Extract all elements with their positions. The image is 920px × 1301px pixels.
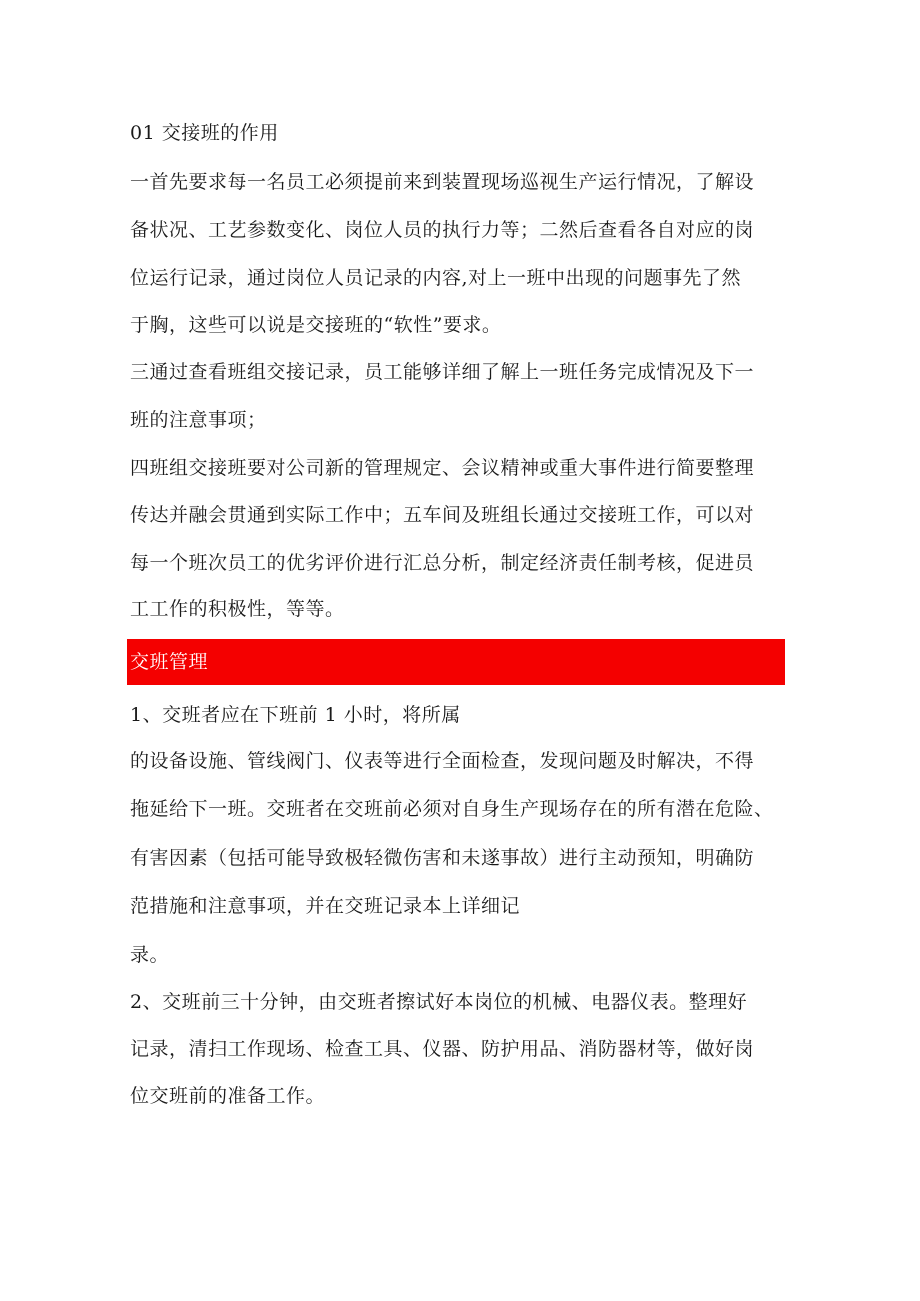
paragraph-line: 位交班前的准备工作。 [130, 1085, 326, 1107]
paragraph-line: 1、交班者应在下班前 1 小时，将所属 [130, 704, 461, 726]
paragraph-line: 拖延给下一班。交班者在交班前必须对自身生产现场存在的所有潜在危险、 [130, 798, 774, 820]
banner-title: 交班管理 [130, 651, 209, 673]
paragraph-line: 于胸，这些可以说是交接班的“软性”要求。 [130, 314, 502, 336]
paragraph-line: 三通过查看班组交接记录，员工能够详细了解上一班任务完成情况及下一 [130, 361, 755, 383]
paragraph-line: 备状况、工艺参数变化、岗位人员的执行力等；二然后查看各自对应的岗 [130, 219, 755, 241]
paragraph-line: 班的注意事项； [130, 409, 267, 431]
paragraph-line: 四班组交接班要对公司新的管理规定、会议精神或重大事件进行简要整理 [130, 457, 755, 479]
paragraph-line: 记录，清扫工作现场、检查工具、仪器、防护用品、消防器材等，做好岗 [130, 1038, 755, 1060]
paragraph-line: 传达并融会贯通到实际工作中；五车间及班组长通过交接班工作，可以对 [130, 504, 755, 526]
paragraph-line: 录。 [130, 944, 170, 966]
paragraph-line: 一首先要求每一名员工必须提前来到装置现场巡视生产运行情况，了解设 [130, 171, 755, 193]
paragraph-line: 工工作的积极性，等等。 [130, 598, 345, 620]
paragraph-line: 的设备设施、管线阀门、仪表等进行全面检查，发现问题及时解决，不得 [130, 750, 755, 772]
paragraph-line: 每一个班次员工的优劣评价进行汇总分析，制定经济责任制考核，促进员 [130, 552, 755, 574]
section-heading: 01 交接班的作用 [130, 122, 279, 144]
paragraph-line: 位运行记录，通过岗位人员记录的内容,对上一班中出现的问题事先了然 [130, 267, 742, 289]
paragraph-line: 2、交班前三十分钟，由交班者擦试好本岗位的机械、电器仪表。整理好 [130, 991, 748, 1013]
section-banner [127, 639, 785, 685]
paragraph-line: 有害因素（包括可能导致极轻微伤害和未遂事故）进行主动预知，明确防 [130, 847, 755, 869]
paragraph-line: 范措施和注意事项，并在交班记录本上详细记 [130, 895, 521, 917]
